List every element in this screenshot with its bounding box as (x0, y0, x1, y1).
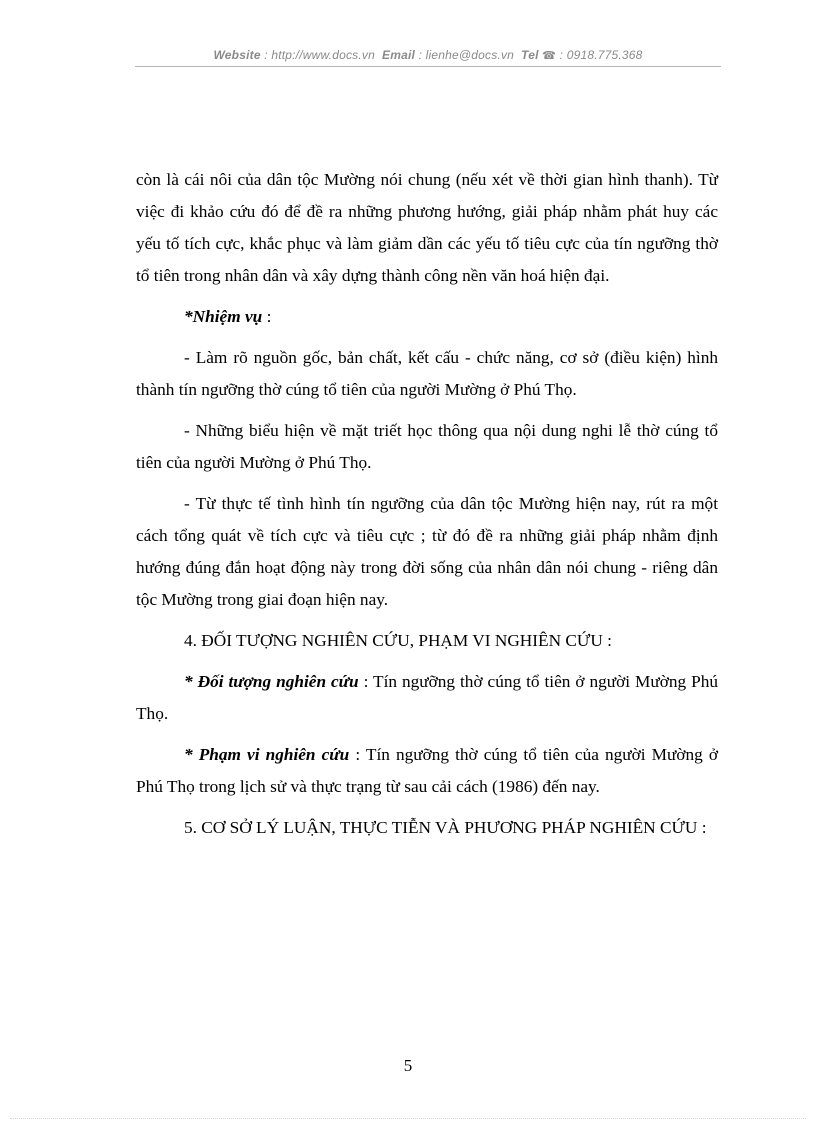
email-address: : lienhe@docs.vn (418, 48, 515, 62)
task-item-2: - Những biểu hiện về mặt triết học thông qua nội dung nghi lễ thờ cúng tổ tiên của người Mường ở Phú Thọ. (136, 421, 718, 472)
research-object-text: : Tín ngưỡng thờ cúng tổ tiên ở người Mường Phú Thọ. (136, 672, 718, 723)
telephone-icon: ☎ (542, 50, 557, 62)
page-header (135, 48, 721, 62)
task-item-3: - Từ thực tế tình hình tín ngưỡng của dân tộc Mường hiện nay, rút ra một cách tổng quát về tích cực và tiêu cực ; từ đó đề ra những giải pháp nhằm định hướng đúng đắn hoạt động này trong đời sống của nhân dân nói chung - riêng dân tộc Mường trong giai đoạn hiện nay. (136, 494, 718, 609)
website-url: : http://www.docs.vn (264, 48, 375, 62)
footer-divider (10, 1118, 806, 1119)
header-divider (135, 66, 721, 67)
page-number: 5 (403, 1056, 413, 1075)
research-scope-label: * Phạm vi nghiên cứu (184, 745, 350, 764)
tel-label: Tel (521, 48, 539, 62)
research-object-label: * Đối tượng nghiên cứu (184, 672, 359, 691)
task-item-1: - Làm rõ nguồn gốc, bản chất, kết cấu - chức năng, cơ sở (điều kiện) hình thành tín ngưỡng thờ cúng tổ tiên của người Mường ở Phú Thọ. (136, 348, 718, 399)
task-heading-line (136, 301, 718, 333)
section-4-heading: 4. ĐỐI TƯỢNG NGHIÊN CỨU, PHẠM VI NGHIÊN CỨU : (184, 631, 612, 650)
task-heading: *Nhiệm vụ (184, 307, 263, 326)
research-scope-text: : Tín ngưỡng thờ cúng tổ tiên của người Mường ở Phú Thọ trong lịch sử và thực trạng từ sau cải cách (1986) đến nay. (136, 745, 718, 796)
paragraph-intro: còn là cái nôi của dân tộc Mường nói chung (nếu xét về thời gian hình thanh). Từ việc đi khảo cứu đó để đề ra những phương hướng, giải pháp nhằm phát huy các yếu tố tích cực, khắc phục và làm giảm dần các yếu tố tiêu cực của tín ngưỡng thờ tổ tiên trong nhân dân và xây dựng thành công nền văn hoá hiện đại. (136, 170, 718, 285)
document-body (136, 164, 718, 853)
website-label: Website (213, 48, 261, 62)
email-label: Email (382, 48, 416, 62)
research-object-paragraph (136, 666, 718, 730)
task-heading-colon: : (262, 307, 272, 326)
tel-number: : 0918.775.368 (559, 48, 643, 62)
research-scope-paragraph (136, 739, 718, 803)
section-5-heading: 5. CƠ SỞ LÝ LUẬN, THỰC TIỄN VÀ PHƯƠNG PHÁP NGHIÊN CỨU : (184, 818, 707, 837)
